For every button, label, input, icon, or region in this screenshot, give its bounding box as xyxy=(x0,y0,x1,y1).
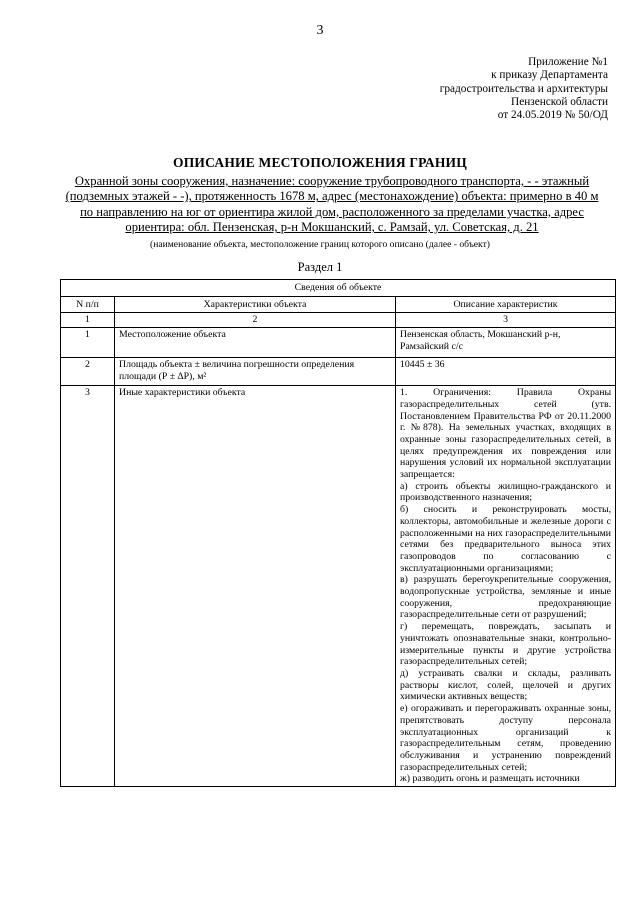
appendix-line: Приложение №1 xyxy=(528,56,608,68)
restriction-item: д) устраивать свалки и склады, разливать растворы кислот, солей, щелочей и других химически активных веществ; xyxy=(400,667,612,703)
object-info-table xyxy=(60,279,616,787)
column-number: 2 xyxy=(115,313,396,328)
table-caption: Сведения об объекте xyxy=(61,280,616,297)
restriction-item: б) сносить и реконструировать мосты, коллекторы, автомобильные и железные дороги с расположенными на них газораспределительными сетями без предварительного выноса этих газопроводов по согласованию с эксплуатационными организациями; xyxy=(400,504,612,574)
row-characteristic: Иные характеристики объекта xyxy=(115,386,396,787)
row-number: 2 xyxy=(61,358,115,386)
row-description xyxy=(396,386,616,787)
restriction-item: в) разрушать берегоукрепительные сооружения, водопропускные устройства, земляные и иные сооружения, предохраняющие газораспределительные сети от разрушений; xyxy=(400,574,612,621)
restriction-item: е) огораживать и перегораживать охранные зоны, препятствовать доступу персонала эксплуатационных организаций к газораспределительным сетям, проведению обслуживания и устранению повреждений газораспределительных сетей; xyxy=(400,703,612,773)
page-number: 3 xyxy=(316,23,324,38)
row-characteristic: Местоположение объекта xyxy=(115,328,396,358)
restriction-item: а) строить объекты жилищно-гражданского и производственного назначения; xyxy=(400,480,612,504)
appendix-line: от 24.05.2019 № 50/ОД xyxy=(497,109,608,122)
table-row xyxy=(61,358,616,386)
column-number: 3 xyxy=(396,313,616,328)
row-description: Пензенская область, Мокшанский р-н, Рамзайский с/с xyxy=(396,328,616,358)
column-header: N п/п xyxy=(61,296,115,313)
restriction-paragraph: 1. Ограничения: Правила Охраны газораспределительных сетей (утв. Постановлением Правительства РФ от 20.11.2000 г. №878). На земельных участках, входящих в охранные зоны газораспределительных сетей, в целях предупреждения их повреждения или нарушения условий их нормальной эксплуатации запрещается: xyxy=(400,387,612,481)
appendix-line: Пензенской области xyxy=(511,95,608,108)
row-number: 3 xyxy=(61,386,115,787)
column-number: 1 xyxy=(61,313,115,328)
appendix-line: к приказу Департамента xyxy=(491,69,608,82)
row-characteristic: Площадь объекта ± величина погрешности определения площади (Р ± ∆Р), м² xyxy=(115,358,396,386)
section-title: Раздел 1 xyxy=(297,260,343,274)
appendix-line: градостроительства и архитектуры xyxy=(439,82,608,95)
restriction-item: ж) разводить огонь и размещать источники xyxy=(400,773,580,785)
appendix-header xyxy=(440,56,608,122)
column-header: Описание характеристик xyxy=(396,296,616,313)
object-description: Охранной зоны сооружения, назначение: сооружение трубопроводного транспорта, - - этажный (подземных этажей - -), протяженность 1678 м, адрес (местонахождение) объекта: примерно в 40 м по направлению на юг от ориентира жилой дом, расположенного за пределами участка, адрес ориентира: обл. Пензенская, р-н Мокшанский, с. Рамзай, ул. Советская, д. 21 xyxy=(65,174,599,235)
row-description: 10445 ± 36 xyxy=(396,358,616,386)
table-row xyxy=(61,386,616,787)
document-title: ОПИСАНИЕ МЕСТОПОЛОЖЕНИЯ ГРАНИЦ xyxy=(173,155,467,170)
object-description-note: (наименование объекта, местоположение границ которого описано (далее - объект) xyxy=(150,239,490,250)
restriction-item: г) перемещать, повреждать, засыпать и уничтожать опознавательные знаки, контрольно-измерительные пункты и другие устройства газораспределительных сетей; xyxy=(400,621,612,668)
row-number: 1 xyxy=(61,328,115,358)
table-row xyxy=(61,328,616,358)
column-header: Характеристики объекта xyxy=(115,296,396,313)
